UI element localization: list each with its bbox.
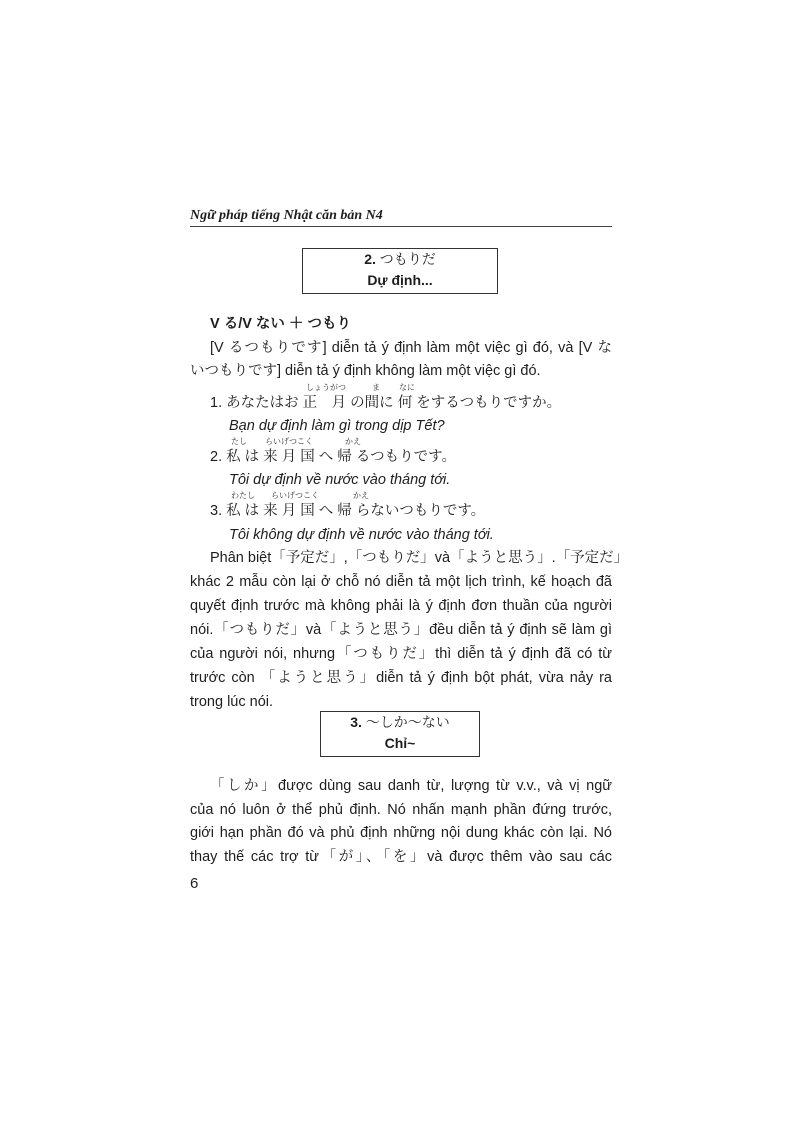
section-2-title-jp: つもりだ bbox=[379, 251, 436, 267]
example-3-japanese: 3. 私 は 来 月 国 へ 帰 らないつもりです。 bbox=[210, 503, 486, 519]
section-2-title-box bbox=[302, 248, 498, 294]
compare-line: Phân biệt「予定だ」,「つもりだ」và「ようと思う」.「予定だ」 bbox=[210, 550, 629, 566]
compare-line: trong lúc nói. bbox=[190, 694, 274, 710]
furigana: ま bbox=[372, 383, 380, 392]
example-1-translation: Bạn dự định làm gì trong dịp Tết? bbox=[229, 418, 445, 434]
furigana: かえ bbox=[345, 437, 361, 446]
furigana: らいげつこく bbox=[265, 437, 313, 446]
section-3-number: 3. bbox=[350, 714, 362, 730]
furigana: かえ bbox=[353, 491, 369, 500]
section-2-pattern: V る/V ない ＋ つもり bbox=[210, 316, 351, 332]
example-2-translation: Tôi dự định về nước vào tháng tới. bbox=[229, 472, 451, 488]
running-header: Ngữ pháp tiếng Nhật căn bản N4 bbox=[190, 208, 612, 227]
section-3-title bbox=[321, 712, 479, 733]
example-2-japanese: 2. 私 は 来 月 国 へ 帰 るつもりです。 bbox=[210, 449, 457, 465]
section-3-title-jp: ～しか～ない bbox=[365, 714, 450, 730]
section-3-subtitle: Chỉ~ bbox=[384, 735, 416, 751]
section-3-body-line: giới hạn phần đó và phủ định những nội dung khác còn lại. Nó bbox=[190, 825, 612, 841]
furigana: たし bbox=[231, 437, 247, 446]
example-3-translation: Tôi không dự định về nước vào tháng tới. bbox=[229, 527, 494, 543]
section-3-title-box bbox=[320, 711, 480, 757]
furigana: なに bbox=[399, 383, 415, 392]
section-2-number: 2. bbox=[364, 251, 376, 267]
section-2-explain-line: いつもりです] diễn tả ý định không làm một việc gì đó. bbox=[190, 363, 541, 379]
furigana: しょうがつ bbox=[306, 383, 346, 392]
section-3-body-line: của nó luôn ở thể phủ định. Nó nhấn mạnh phần đứng trước, bbox=[190, 802, 612, 818]
compare-line: trước còn 「ようと思う」diễn tả ý định bột phát, vừa nảy ra bbox=[190, 670, 612, 686]
compare-line: quyết định trước mà không phải là ý định đơn thuần của người bbox=[190, 598, 612, 614]
compare-line: khác 2 mẫu còn lại ở chỗ nó diễn tả một lịch trình, kế hoạch đã bbox=[190, 574, 612, 590]
compare-line: của người nói, nhưng「つもりだ」thì diễn tả ý định đã có từ bbox=[190, 646, 612, 662]
section-2-title bbox=[303, 249, 497, 270]
furigana: わたし bbox=[231, 491, 255, 500]
section-2-explain-line: [V るつもりです] diễn tả ý định làm một việc gì đó, và [V な bbox=[210, 340, 612, 356]
section-3-body-line: 「しか」được dùng sau danh từ, lượng từ v.v., và vị ngữ bbox=[210, 778, 612, 794]
furigana: らいげつこく bbox=[271, 491, 319, 500]
section-3-body-line: thay thế các trợ từ「が」、「を」và được thêm vào sau các bbox=[190, 849, 612, 865]
example-1-japanese: 1. あなたはお 正 月 の間に 何 をするつもりですか。 bbox=[210, 395, 562, 411]
page-number: 6 bbox=[190, 875, 199, 892]
section-2-subtitle: Dự định... bbox=[367, 272, 433, 288]
compare-line: nói.「つもりだ」và「ようと思う」đều diễn tả ý định sẽ làm gì bbox=[190, 622, 612, 638]
